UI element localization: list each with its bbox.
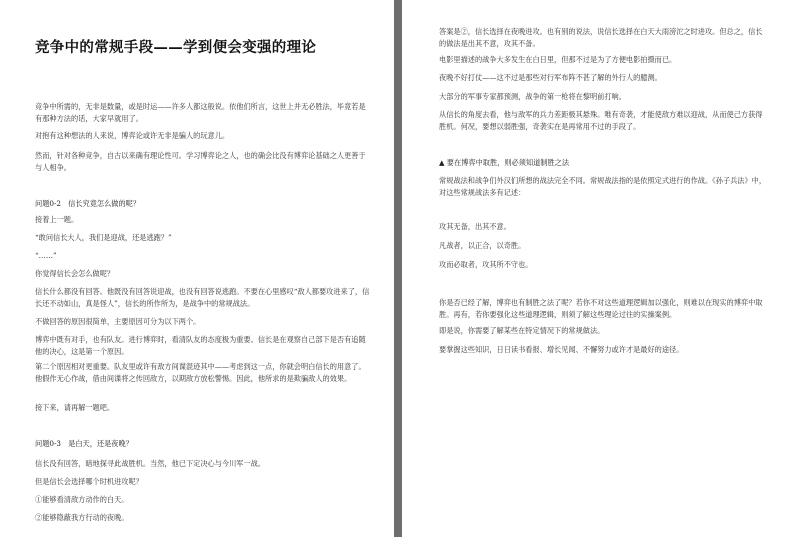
paragraph: 信长没有回答，暗地探寻此战胜机。当然，他已下定决心与今川军一战。 bbox=[35, 459, 266, 468]
question-heading: 问题0-2 信长究竟怎么做的呢？ bbox=[35, 199, 141, 208]
paragraph: 但是信长会选择哪个时机进攻呢？ bbox=[35, 477, 143, 486]
paragraph: 你觉得信长会怎么做呢？ bbox=[35, 269, 115, 278]
paragraph: 夜晚不好打仗——这不过是那些对行军布阵不甚了解的外行人的臆测。 bbox=[439, 73, 662, 82]
section-heading: ▲ 要在博弈中取胜，则必须知道制胜之法 bbox=[439, 158, 570, 167]
question-heading: 问题0-3 是白天，还是夜晚？ bbox=[35, 439, 133, 448]
paragraph: 常规战法和战争们外汉们所想的战法完全不同。常规战法指的是依照定式进行的作战。《孙子兵法》中，对这些常规战法多有记述： bbox=[439, 176, 767, 197]
quote: 攻其无备，出其不意。 bbox=[439, 222, 511, 231]
paragraph: ②能够隐蔽我方行动的夜晚。 bbox=[35, 513, 129, 522]
paragraph: “敢问信长大人，我们是迎战，还是逃跑？” bbox=[35, 233, 172, 242]
right-page bbox=[402, 0, 799, 537]
paragraph: 竞争中所需的，无非是数量，或是时运——许多人都这般说。依他们所言，这世上并无必胜法，毕竟若是有那种方法的话，大家早就用了。 bbox=[35, 102, 366, 123]
page-gutter bbox=[394, 0, 402, 537]
paragraph: 要掌握这些知识，日日读书看报、增长见闻、不懈努力或许才是最好的途径。 bbox=[439, 345, 684, 354]
paragraph: 接着上一题。 bbox=[35, 215, 79, 224]
paragraph: 博弈中既有对手，也有队友。进行博弈时，看清队友的态度极为重要。信长是在观察自己部下是否有追随他的决心，这是第一个原因。 bbox=[35, 335, 366, 356]
paragraph: 大部分的军事专家都预测，战争的第一枪将在黎明前打响。 bbox=[439, 92, 626, 101]
paragraph: “……” bbox=[35, 251, 57, 260]
chapter-title: 竞争中的常规手段——学到便会变强的理论 bbox=[35, 39, 317, 56]
paragraph: 然而，针对各种竞争，自古以来确有理论性可。学习博弈论之人，也的确会比没有博弈论基础之人更善于与人相争。 bbox=[35, 151, 366, 172]
paragraph: ①能够看清敌方动作的白天。 bbox=[35, 495, 129, 504]
quote: 攻而必取者，攻其所不守也。 bbox=[439, 260, 533, 269]
paragraph: 从信长的角度去看，他与敌军的兵力差距极其悬殊。唯有奇袭，才能使敌方难以迎战，从而使己方获得胜机。何况，要想以弱胜强，奇袭实在是再常用不过的手段了。 bbox=[439, 110, 763, 131]
left-page bbox=[0, 0, 394, 537]
paragraph: 第二个原因相对更重要。队友里或许有敌方间谍混迹其中——考虑到这一点，你就会明白信长的用意了。他假作无心作战，借由间谍将之传回敌方，以期敌方放松警惕。因此，他所求的是欺骗敌人的效果。 bbox=[35, 362, 366, 383]
quote: 凡战者，以正合，以奇胜。 bbox=[439, 241, 526, 250]
paragraph: 不做回答的原因很简单，主要原因可分为以下两个。 bbox=[35, 317, 201, 326]
paragraph: 答案是②，信长选择在夜晚进攻。也有别的说法，说信长选择在白天大雨滂沱之时进攻。但总之，信长的做法是出其不意，攻其不备。 bbox=[439, 27, 763, 48]
paragraph: 电影里描述的战争大多发生在白日里，但那不过是为了方便电影拍摄而已。 bbox=[439, 55, 677, 64]
paragraph: 即是说，你需要了解某些在特定情况下的常规做法。 bbox=[439, 326, 605, 335]
paragraph: 对抱有这种想法的人来说，博弈论或许无非是骗人的玩意儿。 bbox=[35, 131, 230, 140]
paragraph: 你是否已经了解，博弈也有制胜之法了呢？若你不对这些道理逻辑加以强化，则难以在现实的博弈中取胜。再有，若你要强化这些道理逻辑，则须了解这些理论过往的实操案例。 bbox=[439, 298, 763, 319]
paragraph: 接下来，请再解一题吧。 bbox=[35, 403, 115, 412]
paragraph: 信长什么都没有回答。他既没有回答说迎战，也没有回答说逃跑。不要在心里感叹“敌人都要攻进来了，信长还不动如山，真是怪人”，信长的所作所为，是战争中的常规战法。 bbox=[35, 287, 370, 308]
